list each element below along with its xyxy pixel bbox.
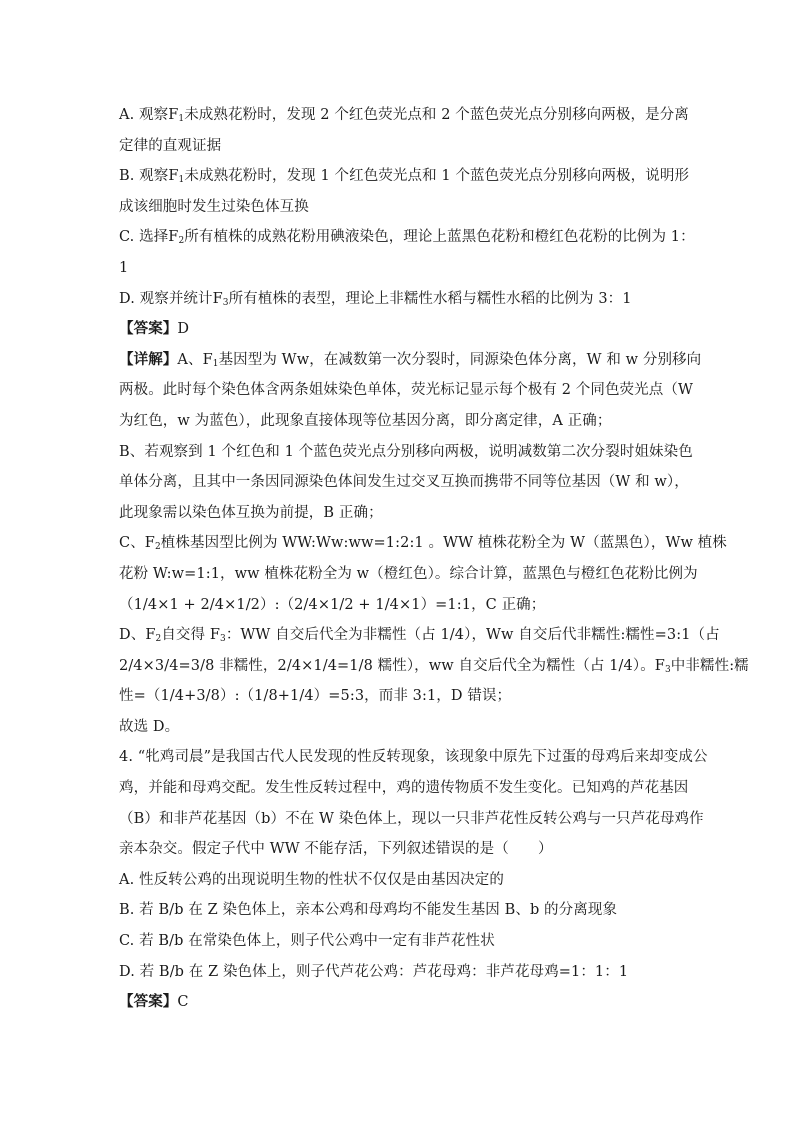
text-segment: 中非糯性:糯	[670, 657, 749, 674]
subscript: 2	[154, 542, 161, 553]
text-line	[119, 498, 679, 529]
subscript: 3	[222, 297, 229, 308]
text-segment: C. 选择F	[119, 229, 179, 246]
text-line	[119, 345, 702, 376]
text-segment: （1/4×1 + 2/4×1/2）:（2/4×1/2 + 1/4×1）=1:1，C 正确；	[119, 596, 546, 613]
subscript: 1	[178, 175, 185, 186]
text-segment: A、F	[177, 351, 213, 368]
text-segment: C. 若 B/b 在常染色体上，则子代公鸡中一定有非芦花性状	[119, 933, 495, 950]
text-segment: B. 若 B/b 在 Z 染色体上，亲本公鸡和母鸡均不能发生基因 B、b 的分离现象	[119, 902, 618, 919]
text-line	[119, 865, 679, 896]
subscript: 1	[212, 358, 219, 369]
text-line	[119, 712, 679, 743]
text-segment: D、F	[119, 627, 156, 644]
text-line	[119, 406, 679, 437]
text-line	[119, 834, 679, 865]
text-line	[119, 131, 679, 162]
text-segment: （B）和非芦花基因（b）不在 W 染色体上，现以一只非芦花性反转公鸡与一只芦花母鸡作	[119, 810, 704, 827]
text-segment: D	[177, 321, 190, 338]
text-segment: 未成熟花粉时，发现 1 个红色荧光点和 1 个蓝色荧光点分别移向两极，说明形	[184, 168, 690, 185]
text-segment: 未成熟花粉时，发现 2 个红色荧光点和 2 个蓝色荧光点分别移向两极，是分离	[184, 107, 689, 123]
text-line	[119, 559, 698, 590]
text-segment: C	[177, 994, 189, 1011]
text-segment: B. 观察F	[119, 168, 179, 185]
text-segment: 自交得 F	[161, 627, 220, 644]
text-line	[119, 467, 689, 498]
text-line	[119, 253, 679, 284]
text-line	[119, 773, 689, 804]
text-line	[119, 375, 693, 406]
text-segment: 两极。此时每个染色体含两条姐妹染色单体，荧光标记显示每个极有 2 个同色荧光点（W	[119, 382, 693, 399]
text-segment: 1	[119, 259, 129, 276]
text-segment: ：WW 自交后代全为非糯性（占 1/4），Ww 自交后代非糯性:糯性=3:1（占	[225, 627, 720, 644]
text-line	[119, 804, 704, 835]
text-segment: 基因型为 Ww，在减数第一次分裂时，同源染色体分离，W 和 w 分别移向	[218, 351, 702, 368]
text-segment: A. 观察F	[119, 107, 179, 123]
answer-label: 【答案】	[119, 320, 178, 338]
text-line	[119, 437, 693, 468]
text-line	[119, 590, 679, 621]
text-segment: 亲本杂交。假定子代中 WW 不能存活，下列叙述错误的是（ ）	[119, 841, 553, 858]
text-line	[119, 681, 679, 712]
text-line	[119, 222, 695, 253]
subscript: 2	[155, 634, 162, 645]
subscript: 3	[220, 634, 226, 645]
text-line	[119, 314, 679, 345]
text-segment: 2/4×3/4=3/8 非糯性，2/4×1/4=1/8 糯性），ww 自交后代全为糯性（占 1/4）。F	[119, 657, 665, 674]
text-segment: 所有植株的成熟花粉用碘液染色，理论上蓝黑色花粉和橙红色花粉的比例为 1：	[184, 229, 695, 246]
text-segment: A. 性反转公鸡的出现说明生物的性状不仅仅是由基因决定的	[119, 871, 504, 888]
text-segment: 所有植株的表型，理论上非糯性水稻与糯性水稻的比例为 3：1	[228, 290, 632, 307]
text-segment: 为红色，w 为蓝色），此现象直接体现等位基因分离，即分离定律，A 正确；	[119, 412, 612, 429]
text-line	[119, 192, 679, 223]
text-line	[119, 742, 708, 773]
text-line	[119, 100, 689, 131]
text-segment: 鸡，并能和母鸡交配。发生性反转过程中，鸡的遗传物质不发生变化。已知鸡的芦花基因	[119, 780, 689, 797]
document-body	[119, 100, 749, 1018]
text-line	[119, 987, 679, 1018]
text-line	[119, 620, 720, 651]
subscript: 2	[178, 236, 185, 247]
text-line	[119, 926, 679, 957]
text-line	[119, 161, 690, 192]
text-line	[119, 895, 679, 926]
text-line	[119, 651, 749, 682]
text-segment: 4. “牝鸡司晨”是我国古代人民发现的性反转现象，该现象中原先下过蛋的母鸡后来却变成公	[119, 749, 708, 766]
subscript: 3	[664, 664, 671, 675]
text-segment: B、若观察到 1 个红色和 1 个蓝色荧光点分别移向两极，说明减数第二次分裂时姐妹染色	[119, 443, 693, 460]
text-line	[119, 528, 727, 559]
text-line	[119, 284, 679, 315]
text-segment: 性=（1/4+3/8）:（1/8+1/4）=5:3，而非 3:1，D 错误；	[119, 688, 512, 705]
text-segment: 此现象需以染色体互换为前提，B 正确；	[119, 504, 383, 521]
text-segment: 花粉 W:w=1:1，ww 植株花粉全为 w（橙红色）。综合计算，蓝黑色与橙红色花粉比例为	[119, 565, 698, 582]
subscript: 1	[178, 114, 185, 124]
text-segment: 单体分离，且其中一条因同源染色体间发生过交叉互换而携带不同等位基因（W 和 w），	[119, 474, 689, 491]
text-line	[119, 957, 679, 988]
text-segment: D. 观察并统计F	[119, 290, 223, 307]
text-segment: 定律的直观证据	[119, 137, 222, 154]
text-segment: D. 若 B/b 在 Z 染色体上，则子代芦花公鸡：芦花母鸡：非芦花母鸡=1：1：1	[119, 963, 629, 980]
text-segment: 故选 D。	[119, 718, 180, 735]
answer-label: 【详解】	[119, 350, 178, 368]
answer-label: 【答案】	[119, 993, 178, 1011]
text-segment: 成该细胞时发生过染色体互换	[119, 198, 309, 215]
text-segment: 植株基因型比例为 WW:Ww:ww=1:2:1 。WW 植株花粉全为 W（蓝黑色），Ww 植株	[160, 535, 727, 552]
text-segment: C、F	[119, 535, 155, 552]
